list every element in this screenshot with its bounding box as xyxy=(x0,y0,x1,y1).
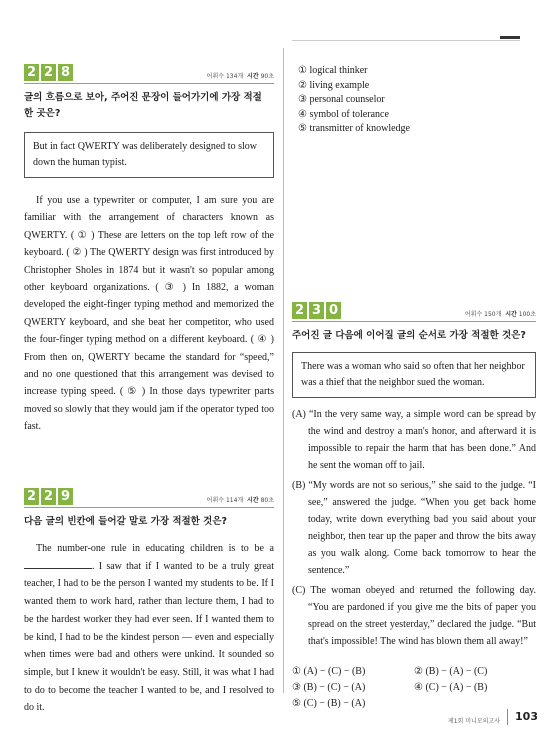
question-header xyxy=(24,488,274,508)
column-divider xyxy=(283,48,284,693)
answer-choice[interactable]: ⑤ (C) − (B) − (A) xyxy=(292,698,366,709)
passage-rest: . I saw that if I wanted to be a truly great teacher, I had to be the person I wanted my students to be. If I wanted them to work hard, rather than lecture them, I had to be the hardest worker they had ever seen. If I wanted them to be kind, I had to be the kindest person — even and especially when times were bad and others were unkind. It sounded so simple, but I knew it wouldn't be easy. Still, it was what I had to do to become the teacher I wanted to be, and I resolved to do it. xyxy=(24,560,274,714)
question-prompt: 주어진 글 다음에 이어질 글의 순서로 가장 적절한 것은? xyxy=(292,330,526,341)
number-digit: 9 xyxy=(58,488,73,505)
vocab-value: 114개 xyxy=(225,497,244,504)
time-value: 90초 xyxy=(260,73,274,80)
question-header xyxy=(24,64,274,84)
question-header xyxy=(292,302,536,322)
option-item[interactable]: ① logical thinker xyxy=(298,65,368,76)
time-label: 시간 xyxy=(247,73,259,80)
passage-text: If you use a typewriter or computer, I am sure you are familiar with the arrangement of characters known as QWERTY. ( ① ) These are letters on the top left row of the keyboard. ( ② ) The QWERTY design was first introduced by Christopher Sholes in 1874 but it wasn't so popular among other keyboard organizations. ( ③ ) In 1882, a woman developed the eight-finger typing method and memorized the QWERTY keyboard, and she beat her competitor, who used the four-finger typing method on a different keyboard. ( ④ ) From then on, QWERTY became the standard for “speed,” and no one questioned that this arrangement was devised to increase typing speed. ( ⑤ ) In those days typewriter parts moved so slowly that they would jam if the operator typed too fast. xyxy=(24,195,274,433)
given-sentence-box: But in fact QWERTY was deliberately designed to slow down the human typist. xyxy=(24,132,274,178)
answer-choice[interactable]: ② (B) − (A) − (C) xyxy=(414,666,488,677)
top-rule xyxy=(292,40,520,41)
question-meta xyxy=(465,309,536,319)
number-digit: 3 xyxy=(309,302,324,319)
time-value: 80초 xyxy=(260,497,274,504)
option-item[interactable]: ④ symbol of tolerance xyxy=(298,108,389,120)
time-label: 시간 xyxy=(247,497,259,504)
question-prompt: 글의 흐름으로 보아, 주어진 문장이 들어가기에 가장 적절한 곳은? xyxy=(24,92,262,119)
question-meta xyxy=(207,71,274,81)
question-meta xyxy=(207,495,274,505)
page-number: 103 xyxy=(515,710,538,723)
vocab-value: 134개 xyxy=(225,73,244,80)
option-item[interactable]: ② living example xyxy=(298,79,370,91)
number-digit: 2 xyxy=(292,302,307,319)
option-item[interactable]: ⑤ transmitter of knowledge xyxy=(298,123,410,134)
passage-text xyxy=(24,540,274,717)
vocab-label: 어휘수 xyxy=(464,311,483,318)
answer-choice[interactable]: ③ (B) − (C) − (A) xyxy=(292,682,366,693)
options-229 xyxy=(298,64,536,137)
number-digit: 0 xyxy=(326,302,341,319)
footer-separator xyxy=(507,709,508,725)
question-230 xyxy=(292,302,536,712)
given-passage-box: There was a woman who said so often that her neighbor was a thief that the neighbor sued the woman. xyxy=(292,352,536,398)
paragraph-c: (C) The woman obeyed and returned the following day. “You are pardoned if you give me the bits of paper you spread on the street yesterday,” declared the judge. “But that's impossible! The wind has blown them all away!” xyxy=(292,585,536,647)
question-number xyxy=(24,64,73,81)
question-number xyxy=(292,302,341,319)
question-number xyxy=(24,488,73,505)
number-digit: 2 xyxy=(24,64,39,81)
option-item[interactable]: ③ personal counselor xyxy=(298,94,385,105)
answer-choice[interactable]: ① (A) − (C) − (B) xyxy=(292,666,366,677)
top-tab-mark xyxy=(500,36,520,39)
number-digit: 2 xyxy=(41,488,56,505)
answer-choice[interactable]: ④ (C) − (A) − (B) xyxy=(414,682,488,693)
question-prompt: 다음 글의 빈칸에 들어갈 말로 가장 적절한 것은? xyxy=(24,516,228,527)
number-digit: 2 xyxy=(24,488,39,505)
question-228 xyxy=(24,64,274,436)
question-229 xyxy=(24,488,274,717)
paragraph-b: (B) “My words are not so serious,” she said to the judge. “I see,” answered the judge. “When you get back home today, write down everything bad you said about your neighbor, then tear up the paper and throw the bits away as you walk along. Come back tomorrow to hear the sentence.” xyxy=(292,480,536,576)
paragraph-a: (A) “In the very same way, a simple word can be spread by the wind and destroy a man's honor, and afterward it is impossible to repair the harm that has been done.” And he sent the woman off to jail. xyxy=(292,409,536,471)
time-label: 시간 xyxy=(505,311,517,318)
blank-line xyxy=(24,559,92,569)
vocab-value: 150개 xyxy=(484,311,502,318)
answer-choices xyxy=(292,664,536,712)
number-digit: 2 xyxy=(41,64,56,81)
footer-label: 제1회 미니모의고사 xyxy=(447,718,500,725)
passage-start: The number-one rule in educating children is to be a xyxy=(36,543,274,554)
vocab-label: 어휘수 xyxy=(206,73,225,80)
paragraph-list xyxy=(292,406,536,650)
time-value: 100초 xyxy=(518,311,536,318)
vocab-label: 어휘수 xyxy=(206,497,225,504)
number-digit: 8 xyxy=(58,64,73,81)
